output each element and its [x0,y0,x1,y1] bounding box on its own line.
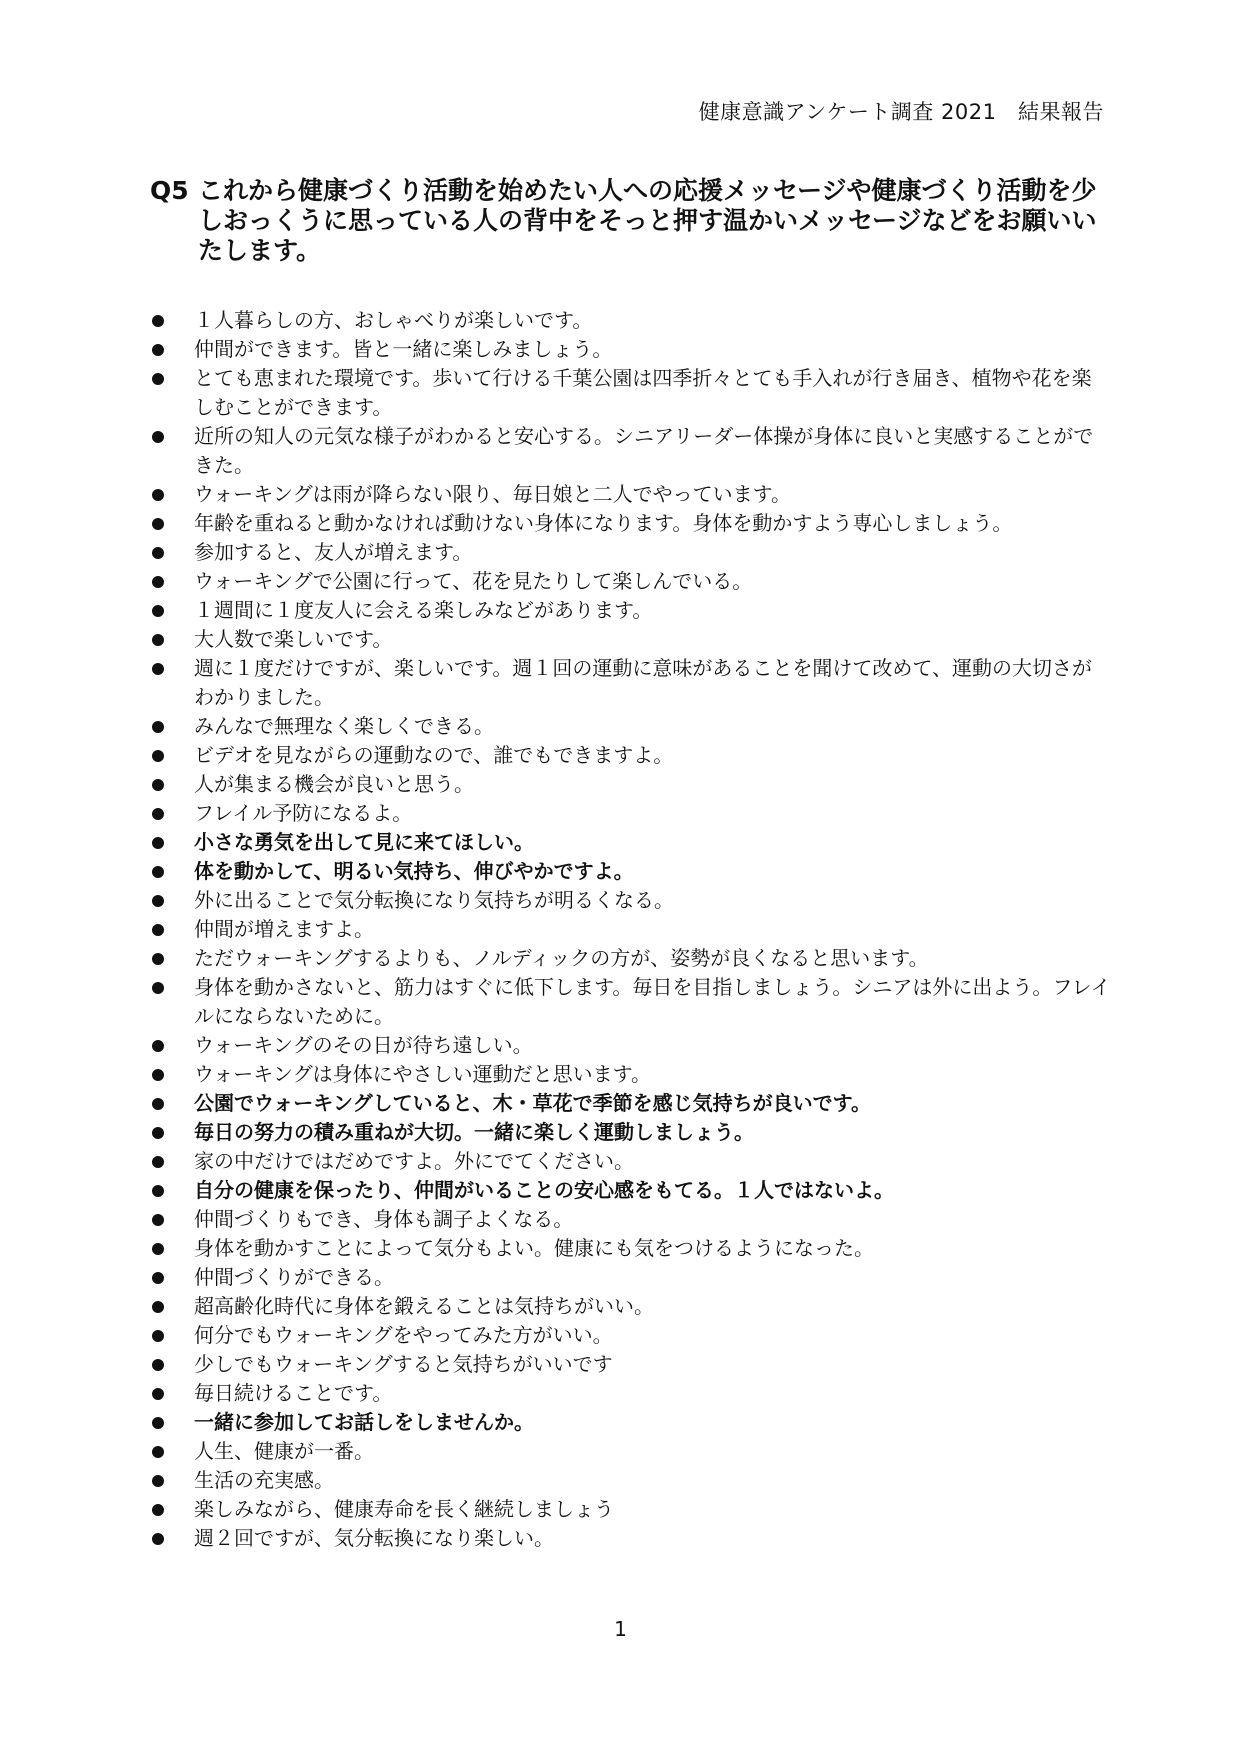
answer-text: 体を動かして、明るい気持ち、伸びやかですよ。 [194,859,634,883]
answer-item [0,1350,1241,1379]
bullet-icon [152,1446,164,1458]
answer-item [0,1176,1241,1205]
answer-text: 仲間づくりができる。 [194,1265,394,1289]
answer-text: 家の中だけではだめですよ。外にでてください。 [194,1149,634,1173]
bullet-icon [152,1127,164,1139]
answer-item [0,422,1241,480]
answer-text: 何分でもウォーキングをやってみた方がいい。 [194,1323,613,1347]
bullet-icon [152,1533,164,1545]
answer-text: 年齢を重ねると動かなければ動けない身体になります。身体を動かすよう専心しましょう。 [194,511,1013,535]
bullet-icon [152,1098,164,1110]
answer-list [0,306,1241,1553]
answer-text: 週に１度だけですが、楽しいです。週１回の運動に意味があることを聞けて改めて、運動の大切さがわかりました。 [194,656,1092,709]
bullet-icon [152,837,164,849]
answer-item [0,1466,1241,1495]
answer-item [0,741,1241,770]
answer-item [0,944,1241,973]
answer-item [0,335,1241,364]
answer-text: 自分の健康を保ったり、仲間がいることの安心感をもてる。１人ではないよ。 [194,1178,894,1202]
answer-item [0,915,1241,944]
bullet-icon [152,895,164,907]
answer-text: ビデオを見ながらの運動なので、誰でもできますよ。 [194,743,674,767]
bullet-icon [152,750,164,762]
answer-item [0,1118,1241,1147]
answer-item [0,1147,1241,1176]
bullet-icon [152,1069,164,1081]
answer-item [0,364,1241,422]
answer-item [0,1321,1241,1350]
answer-text: 大人数で楽しいです。 [194,627,393,651]
answer-text: 超高齢化時代に身体を鍛えることは気持ちがいい。 [194,1294,654,1318]
bullet-icon [152,1185,164,1197]
answer-text: とても恵まれた環境です。歩いて行ける千葉公園は四季折々とても手入れが行き届き、植物や花を楽しむことができます。 [194,366,1092,419]
bullet-icon [152,518,164,530]
answer-text: 少しでもウォーキングすると気持ちがいいです [194,1352,613,1376]
answer-item [0,712,1241,741]
answer-item [0,828,1241,857]
answer-item [0,1205,1241,1234]
bullet-icon [152,1330,164,1342]
answer-item [0,596,1241,625]
answer-text: 仲間ができます。皆と一緒に楽しみましょう。 [194,337,613,361]
answer-item [0,1524,1241,1553]
answer-text: ただウォーキングするよりも、ノルディックの方が、姿勢が良くなると思います。 [194,946,929,970]
answer-text: 楽しみながら、健康寿命を長く継続しましょう [194,1497,614,1521]
bullet-icon [152,1243,164,1255]
answer-item [0,1379,1241,1408]
answer-item [0,799,1241,828]
answer-text: 人生、健康が一番。 [194,1439,374,1463]
answer-text: ウォーキングのその日が待ち遠しい。 [194,1033,533,1057]
answer-text: 外に出ることで気分転換になり気持ちが明るくなる。 [194,888,674,912]
answer-text: 毎日続けることです。 [194,1381,393,1405]
answer-item [0,1263,1241,1292]
bullet-icon [152,1388,164,1400]
bullet-icon [152,924,164,936]
answer-item [0,1408,1241,1437]
answer-item [0,770,1241,799]
answer-item [0,538,1241,567]
bullet-icon [152,1301,164,1313]
answer-text: 仲間づくりもでき、身体も調子よくなる。 [194,1207,574,1231]
bullet-icon [152,315,164,327]
bullet-icon [152,547,164,559]
answer-text: 参加すると、友人が増えます。 [194,540,473,564]
answer-text: 近所の知人の元気な様子がわかると安心する。シニアリーダー体操が身体に良いと実感することができた。 [194,424,1094,477]
report-header-title: 健康意識アンケート調査 2021 結果報告 [698,100,1104,124]
answer-item [0,1437,1241,1466]
answer-item [0,1031,1241,1060]
bullet-icon [152,866,164,878]
answer-text: 一緒に参加してお話しをしませんか。 [194,1410,534,1434]
bullet-icon [152,721,164,733]
bullet-icon [152,808,164,820]
answer-item [0,654,1241,712]
bullet-icon [152,634,164,646]
bullet-icon [152,431,164,443]
answer-text: 仲間が増えますよ。 [194,917,374,941]
bullet-icon [152,576,164,588]
bullet-icon [152,1040,164,1052]
answer-item [0,509,1241,538]
bullet-icon [152,1272,164,1284]
page-number: 1 [614,1617,627,1641]
bullet-icon [152,605,164,617]
question-heading [150,176,1110,266]
bullet-icon [152,1359,164,1371]
bullet-icon [152,779,164,791]
answer-text: 週２回ですが、気分転換になり楽しい。 [194,1526,554,1550]
answer-item [0,1060,1241,1089]
answer-text: ウォーキングは身体にやさしい運動だと思います。 [194,1062,651,1086]
bullet-icon [152,344,164,356]
answer-item [0,1089,1241,1118]
answer-item [0,1495,1241,1524]
answer-item [0,973,1241,1031]
bullet-icon [152,1156,164,1168]
answer-item [0,886,1241,915]
answer-text: 人が集まる機会が良いと思う。 [194,772,474,796]
bullet-icon [152,489,164,501]
answer-text: ウォーキングは雨が降らない限り、毎日娘と二人でやっています。 [194,482,791,506]
answer-item [0,567,1241,596]
answer-text: みんなで無理なく楽しくできる。 [194,714,494,738]
answer-item [0,625,1241,654]
bullet-icon [152,1504,164,1516]
answer-text: フレイル予防になるよ。 [194,801,413,825]
bullet-icon [152,373,164,385]
answer-item [0,480,1241,509]
question-number: Q5 [150,176,189,205]
bullet-icon [152,982,164,994]
answer-text: 身体を動かさないと、筋力はすぐに低下します。毎日を目指しましょう。シニアは外に出よう。フレイルにならないために。 [194,975,1111,1028]
answer-text: 毎日の努力の積み重ねが大切。一緒に楽しく運動しましょう。 [194,1120,754,1144]
bullet-icon [152,1417,164,1429]
bullet-icon [152,663,164,675]
question-text: これから健康づくり活動を始めたい人への応援メッセージや健康づくり活動を少しおっくうに思っている人の背中をそっと押す温かいメッセージなどをお願いいたします。 [198,176,1097,265]
answer-item [0,306,1241,335]
bullet-icon [152,953,164,965]
answer-text: 公園でウォーキングしていると、木・草花で季節を感じ気持ちが良いです。 [194,1091,871,1115]
bullet-icon [152,1475,164,1487]
answer-text: 身体を動かすことによって気分もよい。健康にも気をつけるようになった。 [194,1236,874,1260]
answer-text: １週間に１度友人に会える楽しみなどがあります。 [194,598,653,622]
answer-item [0,1292,1241,1321]
bullet-icon [152,1214,164,1226]
answer-item [0,857,1241,886]
answer-item [0,1234,1241,1263]
answer-text: ウォーキングで公園に行って、花を見たりして楽しんでいる。 [194,569,753,593]
answer-text: 生活の充実感。 [194,1468,334,1492]
answer-text: 小さな勇気を出して見に来てほしい。 [194,830,534,854]
answer-text: １人暮らしの方、おしゃべりが楽しいです。 [194,308,593,332]
